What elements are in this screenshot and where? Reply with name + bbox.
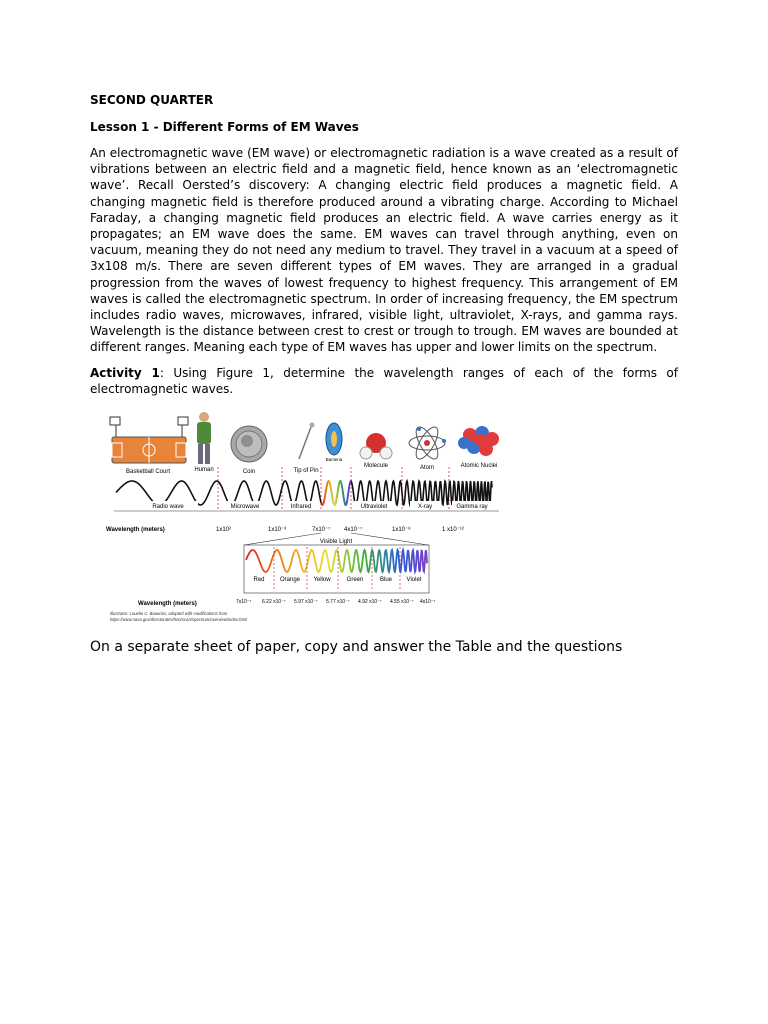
- axis-tick-5: 1x10⁻⁸: [392, 527, 411, 534]
- activity-paragraph: [90, 365, 678, 397]
- document-content: [90, 92, 678, 670]
- em-spectrum-figure: [94, 409, 514, 627]
- axis-tick-3: 7x10⁻⁷: [312, 527, 331, 534]
- axis-label: Wavelength (meters): [106, 527, 165, 534]
- label-atomic-nuclei: Atomic Nuclei: [460, 463, 498, 470]
- closing-instruction: On a separate sheet of paper, copy and answer the Table and the questions: [90, 639, 623, 656]
- label-coin: Coin: [242, 469, 256, 476]
- label-molecule: Molecule: [363, 463, 389, 470]
- axis-tick-6: 1 x10⁻¹²: [442, 527, 464, 534]
- visible-light-title: Visible Light: [319, 539, 353, 546]
- band-microwave: Microwave: [230, 504, 260, 511]
- visible-blue: Blue: [379, 577, 393, 584]
- visible-tick-1: 7x10⁻⁷: [236, 599, 252, 606]
- em-spectrum-svg: [94, 409, 514, 627]
- visible-violet: Violet: [406, 577, 422, 584]
- axis-tick-2: 1x10⁻³: [268, 527, 287, 534]
- credit-line-1: Illustrator: Louella C. Bauerias, adapted with modifications from: [110, 611, 228, 617]
- human-icon: [197, 412, 211, 464]
- pin-icon: [299, 423, 315, 460]
- label-atom: Atom: [419, 465, 435, 472]
- label-human: Human: [194, 467, 214, 474]
- lesson-title: Lesson 1 - Different Forms of EM Waves: [90, 120, 359, 134]
- visible-red: Red: [253, 577, 265, 584]
- band-ultraviolet: Ultraviolet: [360, 504, 388, 511]
- visible-tick-2: 6.22 x10⁻⁷: [262, 599, 286, 606]
- band-gamma-ray: Gamma ray: [456, 504, 488, 511]
- label-bacteria: Bacteria: [325, 457, 343, 463]
- axis-tick-1: 1x10²: [216, 527, 232, 534]
- quarter-title: SECOND QUARTER: [90, 93, 214, 107]
- visible-axis-label: Wavelength (meters): [138, 601, 197, 608]
- atom-icon: [409, 424, 446, 462]
- visible-segment-wave: [321, 481, 351, 505]
- visible-tick-7: 4x10⁻⁷: [420, 599, 436, 606]
- zoom-line-right: [351, 533, 428, 545]
- label-tip-of-pin: Tip of Pin: [293, 468, 319, 475]
- activity-label: Activity 1: [90, 365, 160, 380]
- basketball-court-icon: [110, 417, 188, 463]
- visible-green: Green: [346, 577, 364, 584]
- coin-icon: [231, 426, 267, 462]
- band-infrared: Infrared: [290, 504, 312, 511]
- molecule-icon: [360, 433, 392, 459]
- nuclei-icon: [458, 426, 499, 456]
- bacteria-icon: [326, 423, 342, 455]
- intro-paragraph: An electromagnetic wave (EM wave) or electromagnetic radiation is a wave created as a result of vibrations between an electric field and a magnetic field, hence known as an ‘electromagnetic wave’. Recall Oersted’s discovery: A changing electric field produces a magnetic field. A changing magnetic field is therefore produced around a vibrating charge. According to Michael Faraday, a changing magnetic field produces an electric field. A wave carries energy as it propagates; an EM wave does the same. EM waves can travel through anything, even on vacuum, meaning they do not need any medium to travel. They travel in a vacuum at a speed of 3x108 m/s. There are seven different types of EM waves. They are arranged in a gradual progression from the waves of lowest frequency to highest frequency. This arrangement of EM waves is called the electromagnetic spectrum. In order of increasing frequency, the EM spectrum includes radio waves, microwaves, infrared, visible light, ultraviolet, X-rays, and gamma rays. Wavelength is the distance between crest to crest or trough to trough. EM waves are bounded at different ranges. Meaning each type of EM waves has upper and lower limits on the spectrum.: [90, 146, 678, 355]
- credit-line-2: https://www.nasa.gov/directorates/heo/scan/spectrum/overview/index.html: [110, 617, 248, 623]
- label-basketball-court: Basketball Court: [125, 469, 171, 476]
- visible-tick-6: 4.55 x10⁻⁷: [390, 599, 414, 606]
- visible-tick-3: 5.97 x10⁻⁷: [294, 599, 318, 606]
- band-radio-wave: Radio wave: [152, 504, 184, 511]
- axis-tick-4: 4x10⁻⁷: [344, 527, 363, 534]
- activity-text: : Using Figure 1, determine the wavelength ranges of each of the forms of electromagnetic waves.: [90, 365, 679, 396]
- visible-yellow: Yellow: [313, 577, 331, 584]
- visible-orange: Orange: [279, 577, 301, 584]
- zoom-line-left: [244, 533, 321, 545]
- visible-tick-5: 4.92 x10⁻⁷: [358, 599, 382, 606]
- visible-tick-4: 5.77 x10⁻⁷: [326, 599, 350, 606]
- band-x-ray: X-ray: [417, 504, 433, 511]
